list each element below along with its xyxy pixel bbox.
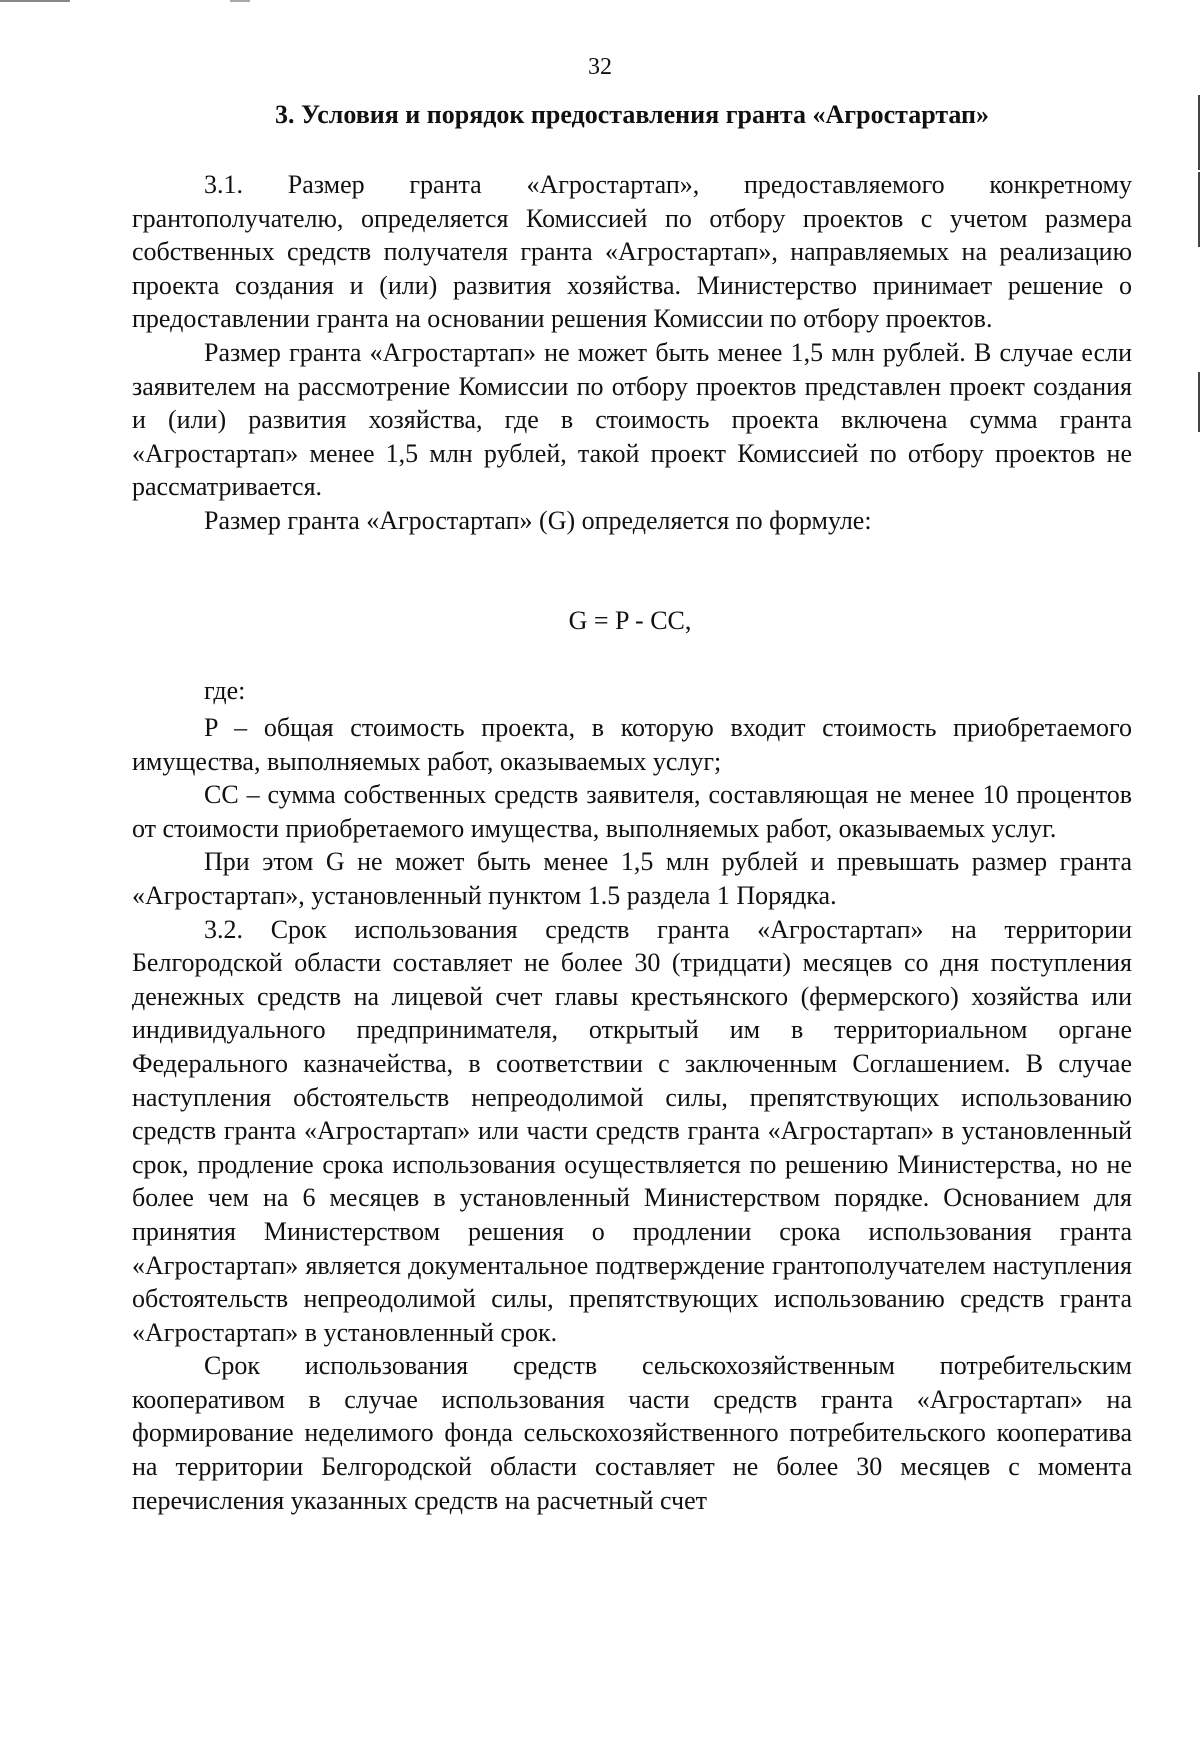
paragraph-p-definition: P – общая стоимость проекта, в которую входит стоимость приобретаемого имущества, выполняемых работ, оказываемых услуг; xyxy=(132,713,1132,776)
scan-edge-top xyxy=(0,0,1200,2)
formula: G = P - CC, xyxy=(568,606,692,635)
paragraph-cooperative-term: Срок использования средств сельскохозяйственным потребительским кооперативом в случае использования части средств гранта «Агростартап» на формирование неделимого фонда сельскохозяйственного потребительского кооператива на территории Белгородской области составляет не более 30 месяцев с момента перечисления указанных средств на расчетный счет xyxy=(132,1351,1132,1515)
paragraph-cc-definition: CC – сумма собственных средств заявителя, составляющая не менее 10 процентов от стоимости приобретаемого имущества, выполняемых работ, оказываемых услуг. xyxy=(132,780,1132,843)
paragraph-grant-minimum: Размер гранта «Агростартап» не может быть менее 1,5 млн рублей. В случае если заявителем на рассмотрение Комиссии по отбору проектов представлен проект создания и (или) развития хозяйства, где в стоимость проекта включена сумма гранта «Агростартап» менее 1,5 млн рублей, такой проект Комиссией по отбору проектов не рассматривается. xyxy=(132,337,1132,502)
text-block-after-formula xyxy=(132,711,1132,1517)
paragraph-3-1: 3.1. Размер гранта «Агростартап», предоставляемого конкретному грантополучателю, определяется Комиссией по отбору проектов с учетом размера собственных средств получателя гранта «Агростартап», направляемых на реализацию проекта создания и (или) развития хозяйства. Министерство принимает решение о предоставлении гранта на основании решения Комиссии по отбору проектов. xyxy=(132,170,1132,334)
where-label: где: xyxy=(204,676,246,705)
text-block-before-formula xyxy=(132,168,1132,538)
page-number: 32 xyxy=(588,54,612,80)
paragraph-formula-intro: Размер гранта «Агростартап» (G) определяется по формуле: xyxy=(204,505,872,535)
paragraph-3-2: 3.2. Срок использования средств гранта «Агростартап» на территории Белгородской области составляет не более 30 (тридцати) месяцев со дня поступления денежных средств на лицевой счет главы крестьянского (фермерского) хозяйства или индивидуального предпринимателя, открытый им в территориальном органе Федерального казначейства, в соответствии с заключенным Соглашением. В случае наступления обстоятельств непреодолимой силы, препятствующих использованию средств гранта «Агростартап» или части средств гранта «Агростартап» в установленный срок, продление срока использования осуществляется по решению Министерства, но не более чем на 6 месяцев в установленный Министерством порядке. Основанием для принятия Министерством решения о продлении срока использования гранта «Агростартап» является документальное подтверждение грантополучателем наступления обстоятельств непреодолимой силы, препятствующих использованию средств гранта «Агростартап» в установленный срок. xyxy=(132,914,1132,1347)
section-title: 3. Условия и порядок предоставления гранта «Агростартап» xyxy=(274,100,990,129)
paragraph-g-limit: При этом G не может быть менее 1,5 млн рублей и превышать размер гранта «Агростартап», установленный пунктом 1.5 раздела 1 Порядка. xyxy=(132,847,1132,910)
